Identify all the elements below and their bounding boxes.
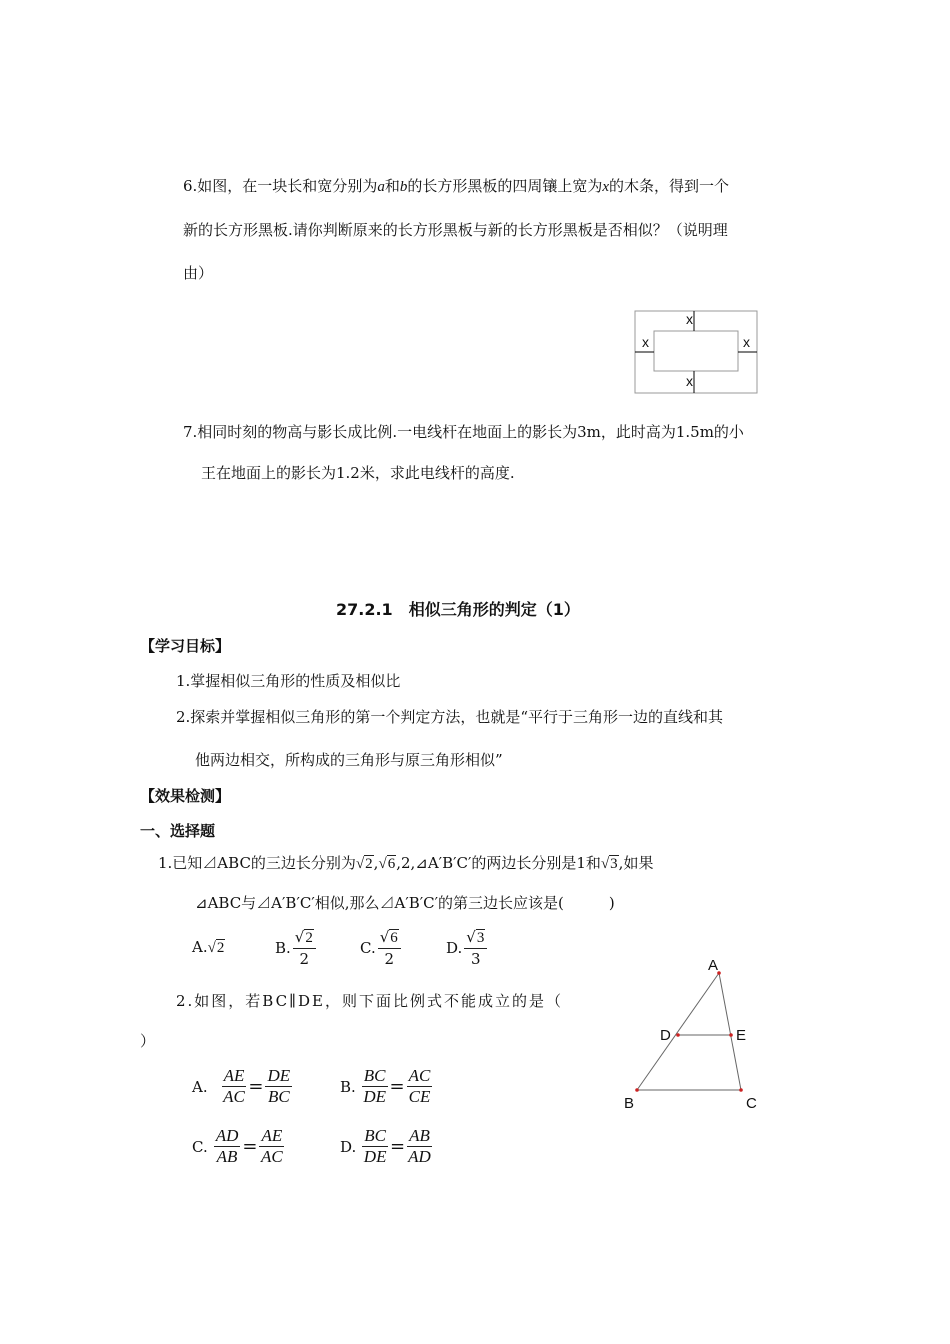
q6-text-c: 的长方形黑板的四周镶上宽为 xyxy=(407,177,603,195)
mc2-option-a xyxy=(192,1066,294,1107)
mc2-c-right-num: AE xyxy=(261,1126,283,1145)
option-c-num-rad: 6 xyxy=(390,930,398,946)
mc1-comma: , xyxy=(373,854,379,872)
mc1-text-c: ,如果 xyxy=(618,854,654,872)
q6-line2: 新的长方形黑板.请你判断原来的长方形黑板与新的长方形黑板是否相似？（说明理 xyxy=(183,221,728,239)
option-d-frac xyxy=(464,927,487,969)
q6-text-b: 和 xyxy=(384,177,400,195)
option-c-num: √6 xyxy=(378,927,401,949)
mc2-d-left-num: BC xyxy=(364,1126,386,1145)
mc2-option-c xyxy=(192,1126,286,1167)
goal-1: 1.掌握相似三角形的性质及相似比 xyxy=(176,672,401,690)
mc1-option-b xyxy=(275,927,318,969)
side-ab xyxy=(637,973,719,1090)
part-header: 一、选择题 xyxy=(140,822,216,840)
mc2-option-b xyxy=(340,1066,434,1107)
option-d-den: 3 xyxy=(471,950,481,968)
sqrt-2-rad: 2 xyxy=(365,856,373,872)
option-a-label: A. xyxy=(192,938,208,956)
mc1-option-d xyxy=(446,927,489,969)
mc2-a-left-den: AC xyxy=(223,1087,245,1106)
mc2-c-right-den: AC xyxy=(261,1147,283,1166)
mc2-a-left xyxy=(222,1066,247,1107)
mc2-a-right xyxy=(265,1066,292,1107)
mc1-text-a: 1.已知⊿ABC的三边长分别为 xyxy=(158,854,356,872)
mc2-option-d xyxy=(340,1126,434,1167)
mc2-d-right-den: AD xyxy=(408,1147,431,1166)
option-d-num-rad: 3 xyxy=(476,930,485,946)
option-b-num: √2 xyxy=(293,927,316,949)
option-b-num-rad: 2 xyxy=(305,930,313,946)
mc2-b-left xyxy=(362,1066,388,1107)
sqrt-2: √2 xyxy=(355,856,373,872)
label-e: E xyxy=(736,1027,747,1044)
mc2-line1: 2.如图，若BC∥DE，则下面比例式不能成立的是（ xyxy=(176,992,563,1010)
mc2-d-right xyxy=(407,1126,432,1167)
mc2-b-right-num: AC xyxy=(408,1066,431,1085)
mc1-option-c xyxy=(360,927,403,969)
label-a: A xyxy=(708,957,719,974)
point-c xyxy=(739,1088,743,1092)
point-e xyxy=(729,1033,733,1037)
point-d xyxy=(676,1033,680,1037)
fig6-label-right: x xyxy=(743,334,750,350)
option-b-den: 2 xyxy=(299,950,310,968)
label-b: B xyxy=(624,1095,635,1112)
option-b-label: B. xyxy=(275,939,291,957)
var-x: x xyxy=(602,179,610,195)
mc2-b-eq: = xyxy=(389,1076,405,1097)
mc2-line2: ） xyxy=(140,1032,156,1050)
q7-line2: 王在地面上的影长为1.2米，求此电线杆的高度. xyxy=(201,464,515,482)
q7-line1: 7.相同时刻的物高与影长成比例.一电线杆在地面上的影长为3m，此时高为1.5m的小 xyxy=(183,423,744,441)
mc2-c-right xyxy=(259,1126,284,1167)
option-b-frac xyxy=(293,927,316,969)
section-title: 27.2.1 相似三角形的判定（1） xyxy=(336,600,580,619)
blackboard-figure xyxy=(628,305,768,400)
mc2-c-left-den: AB xyxy=(216,1147,238,1166)
mc2-d-eq: = xyxy=(390,1136,406,1157)
sqrt-6-rad: 6 xyxy=(387,856,396,872)
mc2-d-right-num: AB xyxy=(409,1126,430,1145)
point-b xyxy=(635,1088,639,1092)
mc1-text-b: ,2,⊿A′B′C′的两边长分别是1和 xyxy=(396,854,601,872)
sqrt-3: √3 xyxy=(600,856,618,872)
mc2-a-right-den: BC xyxy=(267,1087,290,1106)
mc2-c-left-num: AD xyxy=(215,1126,239,1145)
sqrt-3-rad: 3 xyxy=(610,856,618,872)
goal-2-line2: 他两边相交，所构成的三角形与原三角形相似” xyxy=(195,751,503,769)
mc2-d-left xyxy=(362,1126,388,1167)
mc2-b-label: B. xyxy=(340,1077,356,1096)
fig6-label-left: x xyxy=(642,334,649,350)
mc2-d-label: D. xyxy=(340,1137,357,1156)
mc1-option-a xyxy=(192,938,225,957)
option-a-sqrt: √2 xyxy=(207,940,225,956)
fig6-label-bottom: x xyxy=(686,373,693,389)
sqrt-6: √6 xyxy=(378,856,396,872)
mc2-b-left-num: BC xyxy=(363,1066,386,1085)
mc2-b-right-den: CE xyxy=(408,1087,431,1106)
var-a: a xyxy=(377,179,385,195)
goal-2-line1: 2.探索并掌握相似三角形的第一个判定方法，也就是“平行于三角形一边的直线和其 xyxy=(176,708,723,726)
mc2-d-left-den: DE xyxy=(363,1147,387,1166)
mc2-a-eq: = xyxy=(248,1076,264,1097)
label-c: C xyxy=(746,1095,757,1112)
option-d-label: D. xyxy=(446,939,463,957)
option-c-den: 2 xyxy=(384,950,395,968)
option-d-num: √3 xyxy=(464,927,487,949)
mc2-c-eq: = xyxy=(242,1136,258,1157)
inner-rect xyxy=(654,331,738,371)
q6-line3: 由） xyxy=(183,264,214,282)
mc2-a-left-num: AE xyxy=(223,1066,245,1085)
q6-line1 xyxy=(183,175,729,196)
mc2-b-left-den: DE xyxy=(363,1087,386,1106)
mc2-b-right xyxy=(407,1066,433,1107)
label-d: D xyxy=(660,1027,671,1044)
fig6-label-top: x xyxy=(686,311,693,327)
mc2-c-label: C. xyxy=(192,1137,208,1156)
option-c-label: C. xyxy=(360,939,376,957)
check-header: 【效果检测】 xyxy=(140,787,231,805)
q6-text-a: 6.如图，在一块长和宽分别为 xyxy=(183,177,378,195)
mc1-line2: ⊿ABC与⊿A′B′C′相似,那么⊿A′B′C′的第三边长应该是( ) xyxy=(195,894,615,912)
option-c-frac xyxy=(378,927,401,969)
mc2-a-label: A. xyxy=(192,1077,208,1096)
option-a-rad: 2 xyxy=(216,940,225,956)
goals-header: 【学习目标】 xyxy=(140,637,231,655)
mc2-c-left xyxy=(214,1126,241,1167)
mc1-line1 xyxy=(158,852,653,873)
mc2-a-right-num: DE xyxy=(267,1066,291,1085)
var-b: b xyxy=(399,179,408,195)
q6-text-d: 的木条，得到一个 xyxy=(609,177,730,195)
